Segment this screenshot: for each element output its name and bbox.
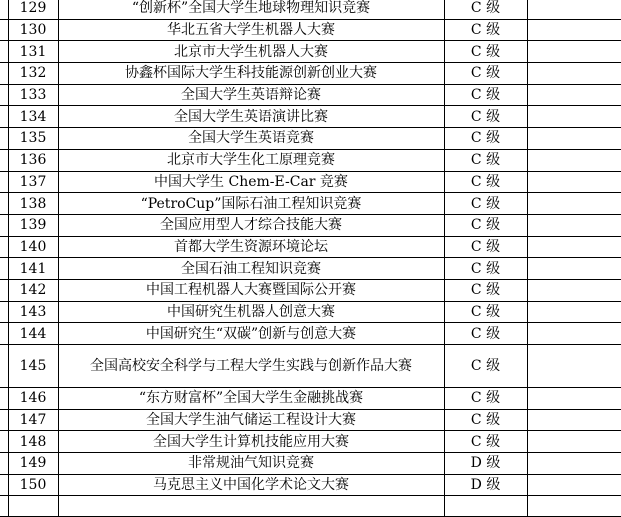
competition-grade: C 级 xyxy=(444,431,527,453)
remark-cell xyxy=(527,149,621,171)
row-number: 135 xyxy=(8,128,58,150)
remark-cell xyxy=(527,496,621,517)
competition-grade: C 级 xyxy=(444,84,527,106)
row-marker-cell xyxy=(0,301,8,323)
remark-cell xyxy=(527,388,621,410)
competition-name: 北京市大学生化工原理竞赛 xyxy=(58,149,444,171)
row-number: 148 xyxy=(8,431,58,453)
remark-cell xyxy=(527,63,621,85)
competition-name: “PetroCup”国际石油工程知识竞赛 xyxy=(58,193,444,215)
row-marker-cell xyxy=(0,388,8,410)
row-marker-cell xyxy=(0,236,8,258)
table-row xyxy=(0,214,621,236)
row-number: 149 xyxy=(8,453,58,475)
competition-name: 全国应用型人才综合技能大赛 xyxy=(58,214,444,236)
row-marker-cell xyxy=(0,149,8,171)
row-number: 129 xyxy=(8,0,58,19)
table-row xyxy=(0,258,621,280)
competition-grade: C 级 xyxy=(444,106,527,128)
row-number: 145 xyxy=(8,345,58,388)
table-row xyxy=(0,128,621,150)
row-number: 139 xyxy=(8,214,58,236)
competition-name: 全国石油工程知识竞赛 xyxy=(58,258,444,280)
table-row xyxy=(0,301,621,323)
table-row xyxy=(0,41,621,63)
row-marker-cell xyxy=(0,106,8,128)
remark-cell xyxy=(527,409,621,431)
competition-grade: C 级 xyxy=(444,149,527,171)
competition-grade: C 级 xyxy=(444,345,527,388)
remark-cell xyxy=(527,193,621,215)
remark-cell xyxy=(527,0,621,19)
row-number: 138 xyxy=(8,193,58,215)
row-number: 136 xyxy=(8,149,58,171)
competition-grade: C 级 xyxy=(444,236,527,258)
competition-grade: C 级 xyxy=(444,171,527,193)
row-marker-cell xyxy=(0,409,8,431)
table-row xyxy=(0,63,621,85)
competition-name: 中国大学生 Chem-E-Car 竞赛 xyxy=(58,171,444,193)
row-marker-cell xyxy=(0,128,8,150)
remark-cell xyxy=(527,171,621,193)
remark-cell xyxy=(527,19,621,41)
row-marker-cell xyxy=(0,345,8,388)
competition-grade: C 级 xyxy=(444,193,527,215)
table-row xyxy=(0,236,621,258)
competition-name: 全国大学生油气储运工程设计大赛 xyxy=(58,409,444,431)
table-row xyxy=(0,193,621,215)
competition-grade: C 级 xyxy=(444,258,527,280)
competition-grade: C 级 xyxy=(444,388,527,410)
row-marker-cell xyxy=(0,63,8,85)
row-marker-cell xyxy=(0,0,8,19)
competition-name: 中国研究生“双碳”创新与创意大赛 xyxy=(58,323,444,345)
table-row-cut-off xyxy=(0,496,621,517)
competition-grade: C 级 xyxy=(444,128,527,150)
competition-name: 全国高校安全科学与工程大学生实践与创新作品大赛 xyxy=(58,345,444,388)
remark-cell xyxy=(527,323,621,345)
remark-cell xyxy=(527,474,621,496)
table-row xyxy=(0,106,621,128)
row-marker-cell xyxy=(0,474,8,496)
competition-grade: C 级 xyxy=(444,323,527,345)
table-row xyxy=(0,323,621,345)
competition-name: “创新杯”全国大学生地球物理知识竞赛 xyxy=(58,0,444,19)
competition-grade: C 级 xyxy=(444,301,527,323)
remark-cell xyxy=(527,128,621,150)
remark-cell xyxy=(527,279,621,301)
competition-name: 全国大学生英语辩论赛 xyxy=(58,84,444,106)
row-marker-cell xyxy=(0,84,8,106)
competition-grade: C 级 xyxy=(444,63,527,85)
competition-name: 全国大学生英语演讲比赛 xyxy=(58,106,444,128)
row-number: 150 xyxy=(8,474,58,496)
row-marker-cell xyxy=(0,193,8,215)
competition-grade: C 级 xyxy=(444,0,527,19)
row-marker-cell xyxy=(0,431,8,453)
row-number: 144 xyxy=(8,323,58,345)
competition-grade xyxy=(444,496,527,517)
competition-name: “东方财富杯”全国大学生金融挑战赛 xyxy=(58,388,444,410)
competition-grade: D 级 xyxy=(444,474,527,496)
remark-cell xyxy=(527,258,621,280)
row-number: 142 xyxy=(8,279,58,301)
competition-name: 华北五省大学生机器人大赛 xyxy=(58,19,444,41)
row-marker-cell xyxy=(0,496,8,517)
table-row xyxy=(0,19,621,41)
remark-cell xyxy=(527,453,621,475)
remark-cell xyxy=(527,431,621,453)
competition-grade: C 级 xyxy=(444,41,527,63)
table-row xyxy=(0,279,621,301)
row-number: 132 xyxy=(8,63,58,85)
table-row xyxy=(0,149,621,171)
remark-cell xyxy=(527,236,621,258)
competition-name: 协鑫杯国际大学生科技能源创新创业大赛 xyxy=(58,63,444,85)
table-row xyxy=(0,0,621,19)
row-number: 147 xyxy=(8,409,58,431)
remark-cell xyxy=(527,214,621,236)
row-marker-cell xyxy=(0,19,8,41)
remark-cell xyxy=(527,84,621,106)
table-row xyxy=(0,409,621,431)
row-number: 134 xyxy=(8,106,58,128)
competition-name xyxy=(58,496,444,517)
competition-name: 中国工程机器人大赛暨国际公开赛 xyxy=(58,279,444,301)
competition-name: 马克思主义中国化学术论文大赛 xyxy=(58,474,444,496)
row-number: 146 xyxy=(8,388,58,410)
competition-name: 全国大学生英语竞赛 xyxy=(58,128,444,150)
competition-grade: C 级 xyxy=(444,409,527,431)
competition-name: 中国研究生机器人创意大赛 xyxy=(58,301,444,323)
competition-name: 全国大学生计算机技能应用大赛 xyxy=(58,431,444,453)
row-marker-cell xyxy=(0,323,8,345)
row-marker-cell xyxy=(0,214,8,236)
row-marker-cell xyxy=(0,41,8,63)
remark-cell xyxy=(527,345,621,388)
competition-grade: C 级 xyxy=(444,19,527,41)
remark-cell xyxy=(527,106,621,128)
row-marker-cell xyxy=(0,279,8,301)
remark-cell xyxy=(527,301,621,323)
row-number: 143 xyxy=(8,301,58,323)
competition-grade: C 级 xyxy=(444,214,527,236)
table-row xyxy=(0,171,621,193)
competition-name: 非常规油气知识竞赛 xyxy=(58,453,444,475)
competition-name: 首都大学生资源环境论坛 xyxy=(58,236,444,258)
row-number: 140 xyxy=(8,236,58,258)
row-number xyxy=(8,496,58,517)
row-number: 131 xyxy=(8,41,58,63)
row-marker-cell xyxy=(0,171,8,193)
competition-name: 北京市大学生机器人大赛 xyxy=(58,41,444,63)
row-number: 133 xyxy=(8,84,58,106)
competition-grade: D 级 xyxy=(444,453,527,475)
competition-grade: C 级 xyxy=(444,279,527,301)
table-row xyxy=(0,345,621,388)
row-number: 141 xyxy=(8,258,58,280)
table-row xyxy=(0,431,621,453)
table-row xyxy=(0,84,621,106)
row-marker-cell xyxy=(0,258,8,280)
row-number: 130 xyxy=(8,19,58,41)
table-row xyxy=(0,388,621,410)
table-row xyxy=(0,453,621,475)
remark-cell xyxy=(527,41,621,63)
row-number: 137 xyxy=(8,171,58,193)
row-marker-cell xyxy=(0,453,8,475)
table-row xyxy=(0,474,621,496)
